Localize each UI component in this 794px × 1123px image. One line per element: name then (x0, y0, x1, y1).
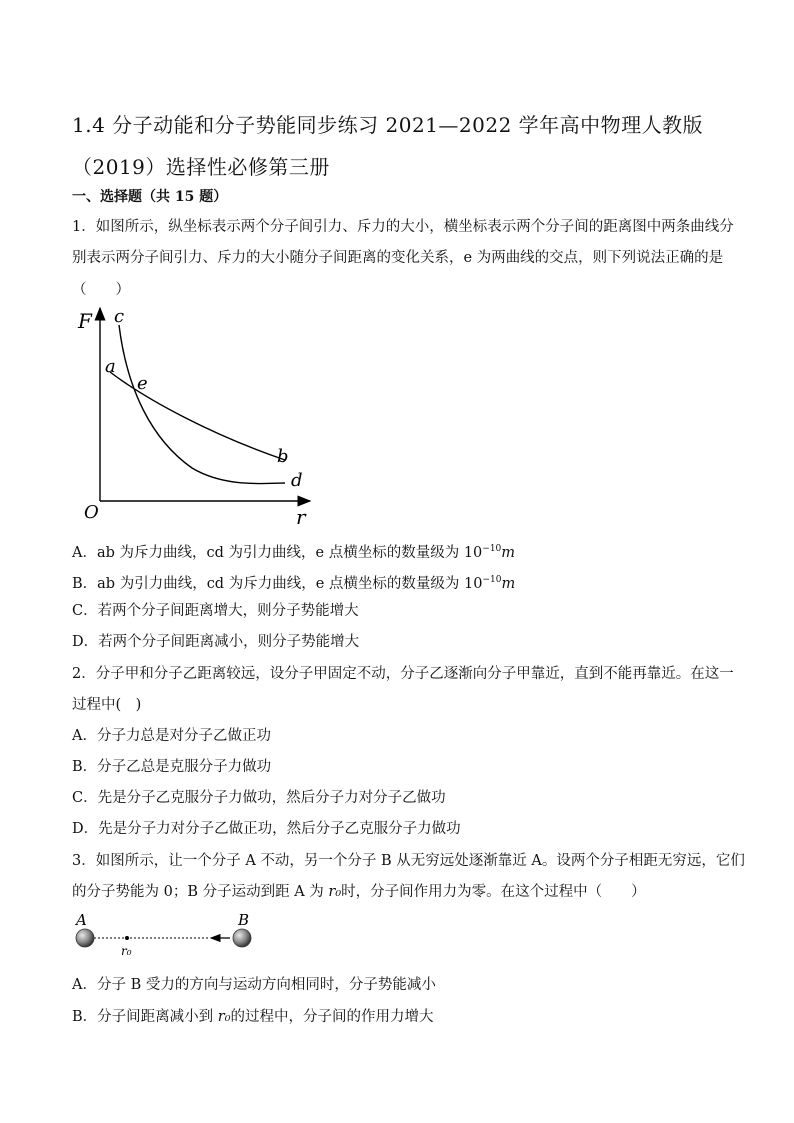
q1-label-a: a (105, 356, 116, 377)
q3-stem-line-1: 3．如图所示，让一个分子 A 不动，另一个分子 B 从无穷远处逐渐靠近 A。设两个分子相距无穷远，它们 (72, 853, 745, 869)
q1-label-F: F (78, 309, 92, 333)
q3-molecule-figure (72, 910, 272, 962)
q2-option-c: C．先是分子乙克服分子力做功，然后分子力对分子乙做功 (72, 790, 446, 806)
q1-option-d: D．若两个分子间距离减小，则分子势能增大 (72, 634, 360, 650)
section-heading: 一、选择题（共 15 题） (72, 189, 228, 205)
q1-label-b: b (277, 446, 289, 467)
q1-stem-line-1: 1．如图所示，纵坐标表示两个分子间引力、斥力的大小，横坐标表示两个分子间的距离图中两条曲线分 (72, 219, 734, 235)
document-title (72, 104, 732, 188)
q3-stem-line-2-part-b: 时，分子间作用力为零。在这个过程中（ ） (341, 884, 646, 900)
q3-stem-line-2-part-a: 的分子势能为 0；B 分子运动到距 A 为 (72, 884, 329, 900)
q3-label-r0: r₀ (121, 944, 132, 958)
q3-option-b-part-b: 的过程中，分子间的作用力增大 (230, 1009, 434, 1025)
q1-option-b-exponent: −10 (482, 575, 502, 585)
q1-label-c: c (114, 306, 125, 327)
q3-stem-line-2 (72, 882, 646, 902)
q2-option-a: A．分子力总是对分子乙做正功 (72, 728, 271, 744)
q1-label-d: d (291, 470, 303, 491)
q3-r0-marker (125, 936, 129, 940)
q1-label-r: r (296, 505, 306, 529)
q2-option-d: D．先是分子力对分子乙做正功，然后分子乙克服分子力做功 (72, 821, 461, 837)
q1-force-distance-figure (72, 300, 332, 535)
q1-option-a-unit: m (501, 544, 516, 561)
q3-option-b-r0: r₀ (217, 1009, 231, 1025)
q1-option-b (72, 570, 515, 594)
q3-label-A: A (76, 911, 87, 929)
q1-answer-paren: （ ） (72, 282, 130, 298)
q3-stem-r0: r₀ (328, 884, 342, 900)
q3-option-b-part-a: B．分子间距离减小到 (72, 1009, 218, 1025)
q3-molecule-a (76, 929, 94, 947)
q1-label-e: e (137, 373, 148, 394)
q1-curve-cd (119, 325, 285, 484)
q1-option-a-exponent: −10 (482, 544, 502, 554)
title-line-1: 1.4 分子动能和分子势能同步练习 2021—2022 学年高中物理人教版 (72, 113, 704, 137)
title-line-2: （2019）选择性必修第三册 (72, 155, 330, 179)
q2-option-b: B．分子乙总是克服分子力做功 (72, 759, 272, 775)
q1-option-b-text: B．ab 为引力曲线，cd 为斥力曲线，e 点横坐标的数量级为 10 (72, 575, 483, 592)
q2-stem-line-2: 过程中( ) (72, 697, 142, 713)
q1-label-origin: O (84, 502, 99, 523)
q3-option-a: A．分子 B 受力的方向与运动方向相同时，分子势能减小 (72, 977, 436, 993)
q1-option-c: C．若两个分子间距离增大，则分子势能增大 (72, 603, 359, 619)
q1-option-b-unit: m (501, 575, 516, 592)
q1-option-a (72, 539, 515, 563)
q2-stem-line-1: 2．分子甲和分子乙距离较远，设分子甲固定不动，分子乙逐渐向分子甲靠近，直到不能再靠近。在这一 (72, 666, 734, 682)
q3-label-B: B (238, 911, 250, 929)
q1-option-a-text: A．ab 为斥力曲线，cd 为引力曲线，e 点横坐标的数量级为 10 (72, 544, 483, 561)
q1-stem-line-2: 别表示两分子间引力、斥力的大小随分子间距离的变化关系，e 为两曲线的交点，则下列说法正确的是 (72, 250, 724, 266)
q3-molecule-b (233, 929, 251, 947)
q3-option-b (72, 1007, 434, 1027)
